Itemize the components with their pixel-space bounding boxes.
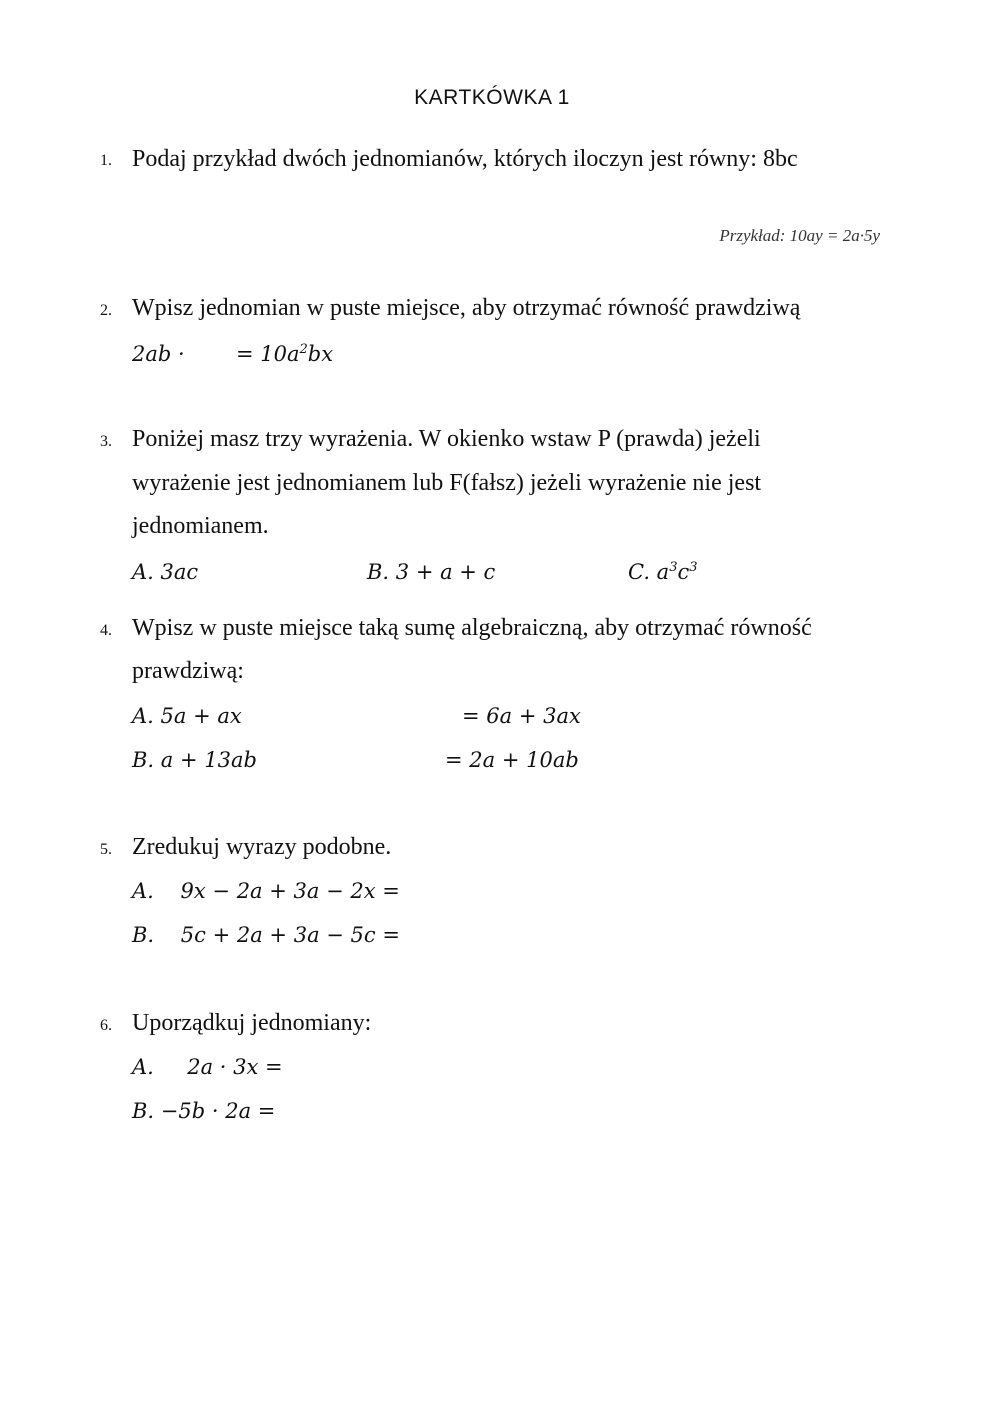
- question-3-option-b: B. 3 + a + c: [367, 560, 496, 584]
- question-6-number: 6.: [100, 1017, 112, 1034]
- question-3-line-3: jednomianem.: [132, 513, 269, 539]
- question-4-b-left: B. a + 13ab: [132, 748, 257, 772]
- question-2-right-expression: = $10a^2bx$: [236, 342, 334, 366]
- question-1-text: Podaj przykład dwóch jednomianów, których iloczyn jest równy: 8bc: [132, 146, 798, 172]
- question-6-b: B. −5b · 2a =: [132, 1099, 276, 1123]
- question-6-a: A. 2a · 3x =: [132, 1055, 283, 1079]
- question-4-number: 4.: [100, 622, 112, 639]
- question-5-number: 5.: [100, 841, 112, 858]
- question-2-text: Wpisz jednomian w puste miejsce, aby otrzymać równość prawdziwą: [132, 295, 801, 321]
- question-1-example: Przykład: 10ay = 2a·5y: [719, 226, 880, 245]
- question-5-text: Zredukuj wyrazy podobne.: [132, 834, 392, 860]
- question-4-line-1: Wpisz w puste miejsce taką sumę algebraiczną, aby otrzymać równość: [132, 615, 812, 641]
- question-5-b: B. 5c + 2a + 3a − 5c =: [132, 923, 400, 947]
- question-3-line-2: wyrażenie jest jednomianem lub F(fałsz) jeżeli wyrażenie nie jest: [132, 470, 762, 496]
- page-title: KARTKÓWKA 1: [414, 86, 570, 109]
- question-4-b-right: = 2a + 10ab: [445, 748, 579, 772]
- question-4-line-2: prawdziwą:: [132, 658, 244, 684]
- question-1-number: 1.: [100, 152, 112, 169]
- question-2-number: 2.: [100, 302, 112, 319]
- question-3-option-a: A. 3ac: [132, 560, 199, 584]
- question-4-a-left: A. 5a + ax: [132, 704, 242, 728]
- question-3-number: 3.: [100, 433, 112, 450]
- question-3-line-1: Poniżej masz trzy wyrażenia. W okienko wstaw P (prawda) jeżeli: [132, 426, 761, 452]
- question-3-option-c: C. $a^3c^3$: [628, 560, 698, 584]
- question-4-a-right: = 6a + 3ax: [462, 704, 581, 728]
- question-5-a: A. 9x − 2a + 3a − 2x =: [132, 879, 400, 903]
- question-6-text: Uporządkuj jednomiany:: [132, 1010, 372, 1036]
- question-2-left-expression: 2ab ·: [132, 342, 185, 366]
